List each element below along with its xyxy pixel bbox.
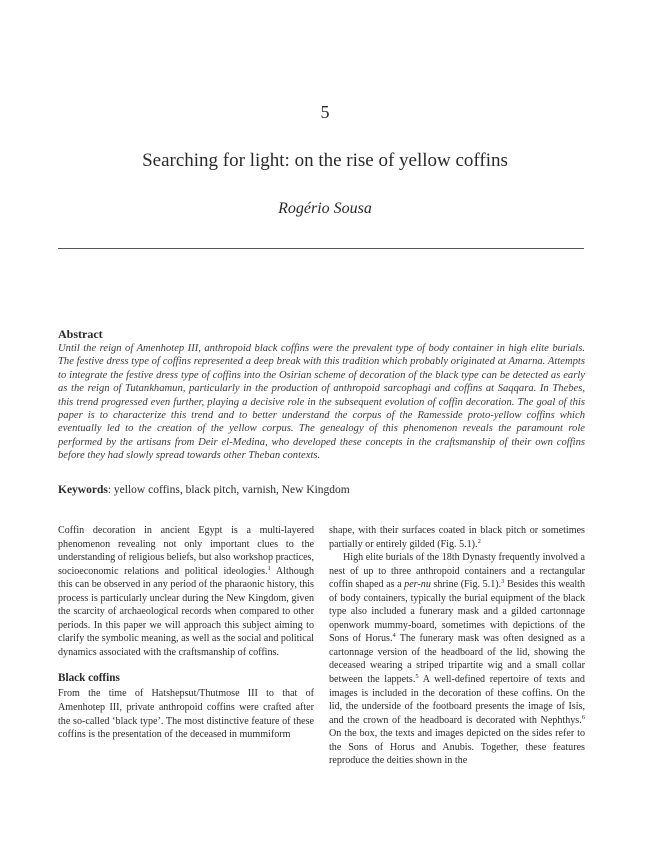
chapter-title: Searching for light: on the rise of yellow coffins <box>142 150 508 171</box>
right-column <box>329 524 585 768</box>
body-paragraph: High elite burials of the 18th Dynasty frequently involved a nest of up to three anthropoid containers and a rectangular coffin shaped as a per-nu shrine (Fig. 5.1).$^3$ Besides this wealth of body containers, typically the burial equipment of the black type also included a funerary mask and a gilded cartonnage openwork mummy-board, sometimes with depictions of the Sons of Horus.$^4$ The funerary mask was often designed as a cartonnage version of the headboard of the lid, showing the deceased wearing a striped tripartite wig and a small collar between the lappets.$^5$ A well-defined repertoire of texts and images is included in the decoration of these coffins. On the lid, the underside of the footboard presents the image of Isis, and the crown of the headboard is decorated with Nephthys.$^6$ On the box, the texts and images depicted on the sides refer to the Sons of Horus and Anubis. Together, these features reproduce the deities shown in the <box>329 552 585 767</box>
section-paragraph: From the time of Hatshepsut/Thutmose III to that of Amenhotep III, private anthropoid coffins were crafted after the so-called ‘black type’. The most distinctive feature of these coffins is the presentation of the deceased in mummiform <box>58 688 314 741</box>
footnote-ref: 1 <box>267 564 271 572</box>
footnote-ref: 6 <box>581 713 585 721</box>
keywords-list: : yellow coffins, black pitch, varnish, New Kingdom <box>107 484 350 496</box>
footnote-ref: 3 <box>501 578 505 586</box>
continued-paragraph: shape, with their surfaces coated in black pitch or sometimes partially or entirely gilded (Fig. 5.1).$^2$ <box>329 525 585 550</box>
chapter-number: 5 <box>320 102 330 122</box>
left-column <box>58 524 314 742</box>
footnote-ref: 2 <box>477 537 481 545</box>
title-divider <box>58 248 584 249</box>
intro-paragraph: Coffin decoration in ancient Egypt is a multi-layered phenomenon revealing not only important clues to the understanding of religious beliefs, but also workshop practices, socioeconomic relations and political ideologies.$^1$ Although this can be observed in any period of the pharaonic history, this process is particularly unclear during the New Kingdom, given the scarcity of archaeological records when compared to other periods. In this paper we will approach this subject aiming to clarify the symbolic meaning, as well as the social and political dynamics associated with the craftsmanship of coffins. <box>58 525 314 658</box>
footnote-ref: 4 <box>392 632 396 640</box>
abstract-heading: Abstract <box>58 327 103 341</box>
keywords-line <box>58 484 585 496</box>
abstract-text: Until the reign of Amenhotep III, anthropoid black coffins were the prevalent type of body container in high elite burials. The festive dress type of coffins represented a deep break with this tradition which probably originated at Amarna. Attempts to integrate the festive dress type of coffins into the Osirian scheme of decoration of the black type can be detected as early as the reign of Tutankhamun, particularly in the production of anthropoid sarcophagi and coffins at Saqqara. In Thebes, this trend progressed even further, playing a decisive role in the subsequent evolution of coffin decoration. The goal of this paper is to characterize this trend and to better understand the corpus of the Ramesside proto-yellow coffins which eventually led to the creation of the yellow corpus. The genealogy of this phenomenon reveals the paramount role performed by the artisans from Deir el-Medina, who developed these concepts in the craftsmanship of their own coffins before they had slowly spread towards other Theban contexts. <box>58 343 585 462</box>
section-heading: Black coffins <box>58 672 120 685</box>
keywords-label: Keywords <box>58 484 108 496</box>
footnote-ref: 5 <box>415 673 419 681</box>
author-name: Rogério Sousa <box>278 200 372 217</box>
